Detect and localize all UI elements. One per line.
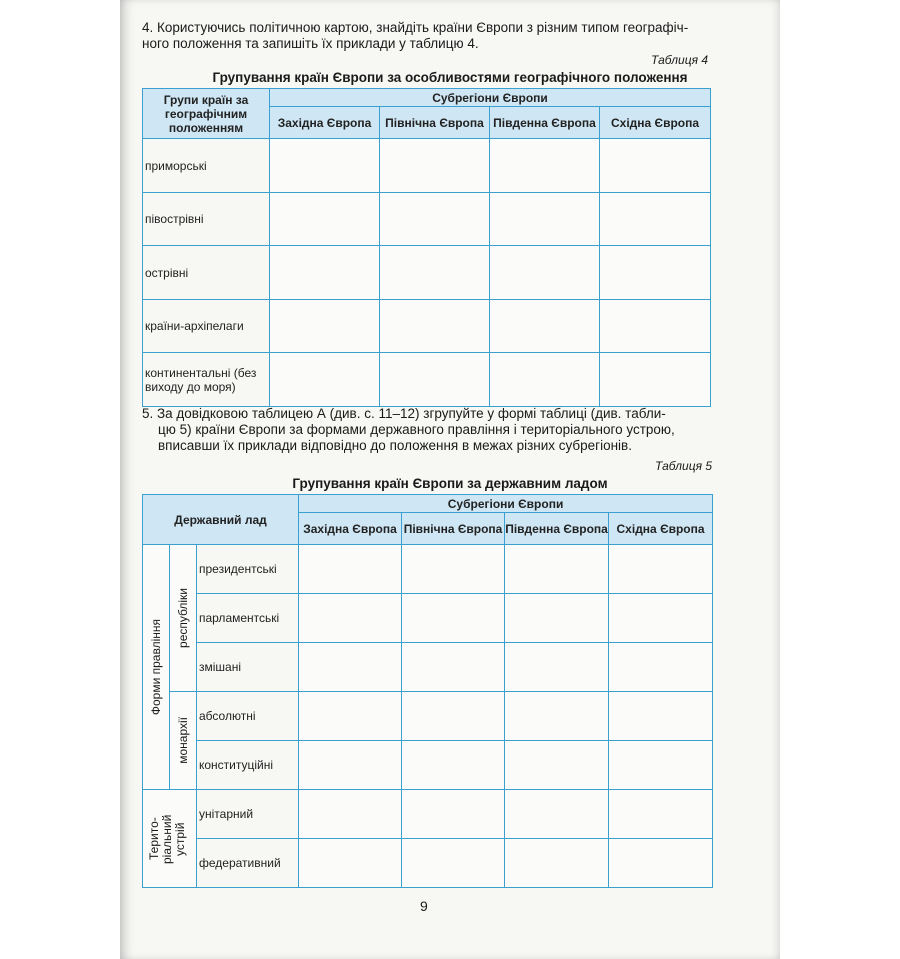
table-4-row-label: півострівні — [143, 193, 270, 246]
task-5-text — [142, 406, 722, 454]
table-5-cell[interactable] — [299, 790, 402, 839]
table-5-cell[interactable] — [402, 594, 505, 643]
table-5-cell[interactable] — [609, 692, 713, 741]
table-5-cell[interactable] — [609, 790, 713, 839]
table-5-monarchies-cell — [170, 692, 197, 790]
table-5-territorial-cell — [143, 790, 197, 888]
table-5-cell[interactable] — [505, 643, 609, 692]
table-4-col-north: Північна Європа — [380, 107, 490, 139]
table-5-cell[interactable] — [609, 643, 713, 692]
table-5-cell[interactable] — [609, 594, 713, 643]
task-5-line-3: вписавши їх приклади відповідно до положення в межах різних субрегіонів. — [158, 438, 632, 453]
task-5-line-1: 5. За довідковою таблицею А (див. с. 11–12) згрупуйте у формі таблиці (див. табли- — [142, 406, 666, 421]
table-5-cell[interactable] — [609, 839, 713, 888]
table-5-cell[interactable] — [505, 692, 609, 741]
table-4-cell[interactable] — [380, 353, 490, 407]
table-4-cell[interactable] — [600, 353, 711, 407]
table-5-row-label: парламентські — [197, 594, 299, 643]
task-4-line-2: ного положення та запишіть їх приклади у таблицю 4. — [142, 36, 479, 51]
table-5-row-label: змішані — [197, 643, 299, 692]
table-5-cell[interactable] — [402, 790, 505, 839]
table-5-republics-label: республіки — [176, 588, 190, 648]
page-number: 9 — [420, 898, 428, 914]
table-5-territorial-label: Терито- ріальний устрій — [146, 813, 187, 864]
table-5-forms-label: Форми правління — [149, 618, 163, 716]
table-5-cell[interactable] — [402, 839, 505, 888]
table-4-cell[interactable] — [380, 246, 490, 300]
table-4-cell[interactable] — [270, 353, 380, 407]
table-5-caption: Таблиця 5 — [655, 459, 712, 473]
table-5-col-west: Західна Європа — [299, 513, 402, 545]
table-5-state-header: Державний лад — [143, 495, 299, 545]
table-4-col-east: Східна Європа — [600, 107, 711, 139]
table-5-cell[interactable] — [402, 545, 505, 594]
table-4-cell[interactable] — [270, 139, 380, 193]
table-5-cell[interactable] — [299, 692, 402, 741]
table-5-cell[interactable] — [505, 839, 609, 888]
table-4-cell[interactable] — [380, 193, 490, 246]
task-4-text — [142, 20, 722, 52]
table-5-cell[interactable] — [299, 741, 402, 790]
table-4-row-label: приморські — [143, 139, 270, 193]
table-4-cell[interactable] — [600, 139, 711, 193]
task-4-line-1: 4. Користуючись політичною картою, знайдіть країни Європи з різним типом географіч- — [142, 20, 689, 35]
table-5-cell[interactable] — [505, 594, 609, 643]
table-5-row-label: абсолютні — [197, 692, 299, 741]
table-4-cell[interactable] — [270, 246, 380, 300]
table-5-cell[interactable] — [402, 741, 505, 790]
table-4-cell[interactable] — [490, 193, 600, 246]
table-5-title: Групування країн Європи за державним ладом — [292, 476, 608, 491]
table-5-col-south: Південна Європа — [505, 513, 609, 545]
table-5-col-east: Східна Європа — [609, 513, 713, 545]
table-5-row-label: унітарний — [197, 790, 299, 839]
table-5-cell[interactable] — [505, 741, 609, 790]
table-4-cell[interactable] — [490, 353, 600, 407]
table-5-subregions-header: Субрегіони Європи — [299, 495, 713, 513]
table-5-row-label: федеративний — [197, 839, 299, 888]
table-4-caption: Таблиця 4 — [651, 53, 708, 67]
table-4-row-label: континентальні (без виходу до моря) — [143, 353, 270, 407]
table-4-cell[interactable] — [600, 300, 711, 353]
table-5-cell[interactable] — [402, 643, 505, 692]
table-4-cell[interactable] — [380, 139, 490, 193]
table-4-row-label: острівні — [143, 246, 270, 300]
table-5-cell[interactable] — [402, 692, 505, 741]
table-5-cell[interactable] — [505, 790, 609, 839]
table-5-cell[interactable] — [299, 545, 402, 594]
table-4-row-label: країни-архіпелаги — [143, 300, 270, 353]
table-5-col-north: Північна Європа — [402, 513, 505, 545]
table-4-title: Групування країн Європи за особливостями географічного положення — [212, 70, 688, 85]
table-4-cell[interactable] — [600, 193, 711, 246]
table-4-col-west: Західна Європа — [270, 107, 380, 139]
table-4-subregions-header: Субрегіони Європи — [270, 89, 711, 107]
table-4 — [142, 88, 711, 407]
table-5-cell[interactable] — [505, 545, 609, 594]
table-4-col-south: Південна Європа — [490, 107, 600, 139]
table-5-row-label: президентські — [197, 545, 299, 594]
table-5-cell[interactable] — [299, 839, 402, 888]
task-5-line-2: цю 5) країни Європи за формами державного правління і територіального устрою, — [158, 422, 675, 437]
table-5 — [142, 494, 713, 888]
table-4-cell[interactable] — [600, 246, 711, 300]
table-5-cell[interactable] — [609, 741, 713, 790]
table-4-cell[interactable] — [490, 246, 600, 300]
table-5-forms-cell — [143, 545, 170, 790]
table-5-cell[interactable] — [609, 545, 713, 594]
table-4-cell[interactable] — [490, 300, 600, 353]
table-4-group-header: Групи країн за географічним положенням — [143, 89, 270, 139]
table-4-cell[interactable] — [380, 300, 490, 353]
table-4-cell[interactable] — [270, 193, 380, 246]
table-5-cell[interactable] — [299, 643, 402, 692]
table-4-cell[interactable] — [270, 300, 380, 353]
table-5-cell[interactable] — [299, 594, 402, 643]
table-5-republics-cell — [170, 545, 197, 692]
table-5-row-label: конституційні — [197, 741, 299, 790]
table-4-cell[interactable] — [490, 139, 600, 193]
table-5-monarchies-label: монархії — [176, 717, 190, 764]
